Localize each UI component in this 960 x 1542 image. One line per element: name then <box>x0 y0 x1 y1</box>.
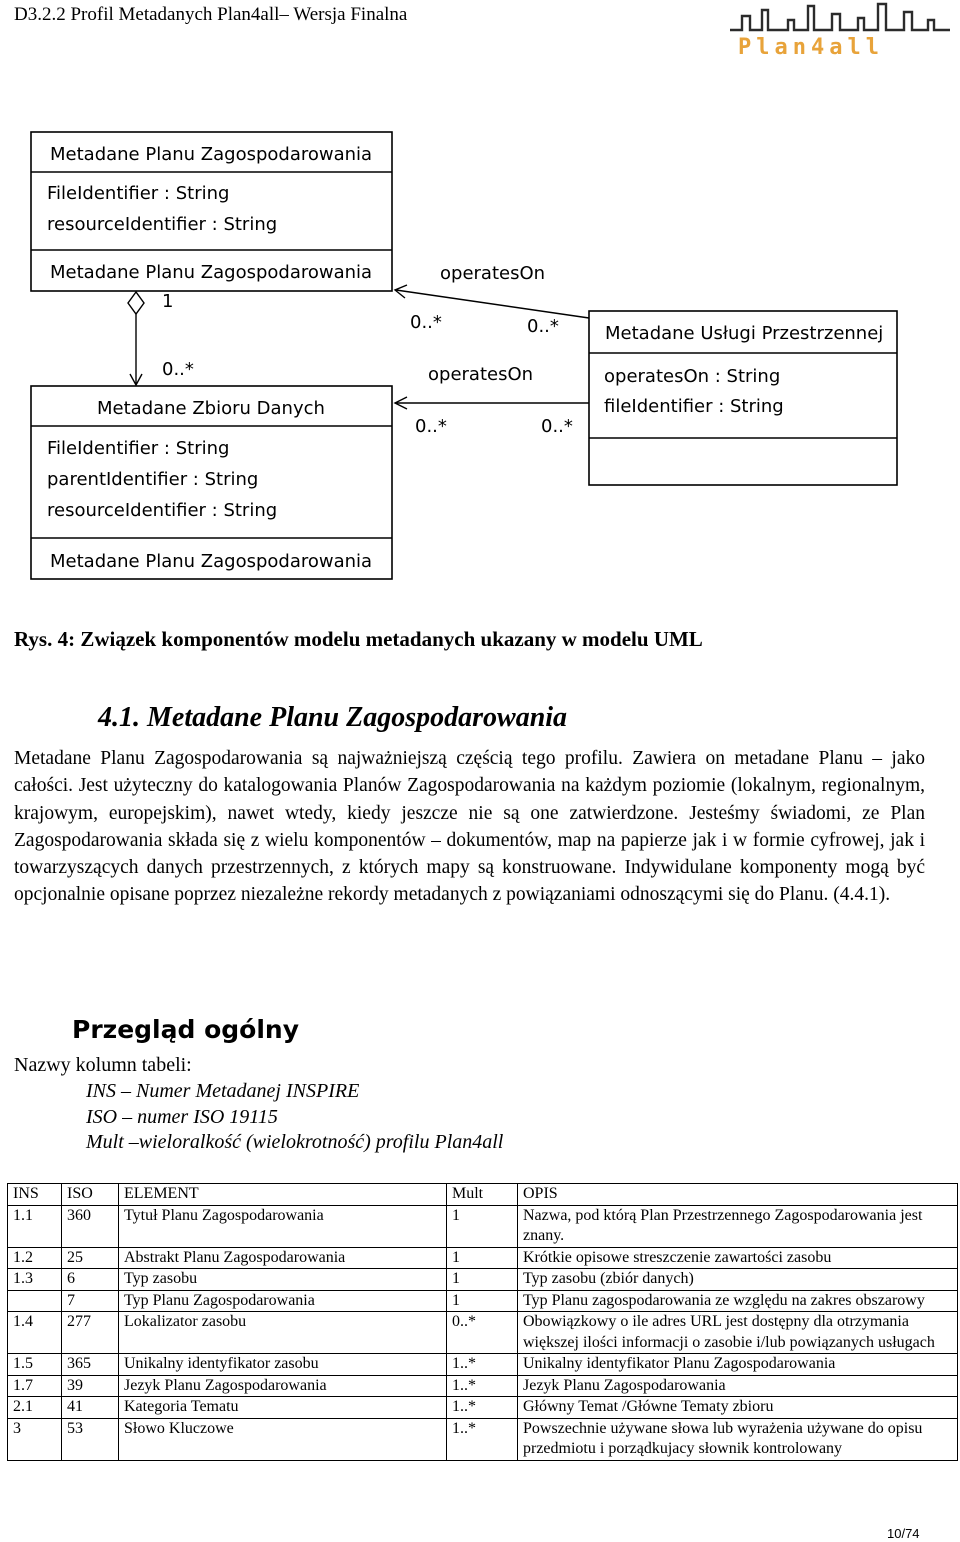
cell-ins <box>8 1290 62 1312</box>
cell-ins: 1.7 <box>8 1375 62 1397</box>
cell-iso: 360 <box>62 1205 119 1247</box>
cell-element: Słowo Kluczowe <box>119 1418 447 1460</box>
plan-attr: resourceIdentifier : String <box>47 214 278 235</box>
assoc2-mult-right: 0..* <box>541 416 573 437</box>
cell-opis: Jezyk Planu Zagospodarowania <box>518 1375 958 1397</box>
column-header-element: ELEMENT <box>119 1184 447 1206</box>
figure-caption: Rys. 4: Związek komponentów modelu metadanych ukazany w modelu UML <box>14 627 703 651</box>
table-header-row <box>8 1184 958 1206</box>
cell-iso: 41 <box>62 1397 119 1419</box>
cell-element: Typ Planu Zagospodarowania <box>119 1290 447 1312</box>
cell-ins: 1.4 <box>8 1312 62 1354</box>
legend-item: ISO – numer ISO 19115 <box>86 1105 278 1128</box>
cell-mult: 1..* <box>447 1375 518 1397</box>
cell-mult: 1 <box>447 1247 518 1269</box>
cell-iso: 53 <box>62 1418 119 1460</box>
cell-element: Typ zasobu <box>119 1269 447 1291</box>
logo-text: Plan4all <box>738 35 884 58</box>
plan-attr: FileIdentifier : String <box>47 183 230 204</box>
cell-mult: 1 <box>447 1290 518 1312</box>
columns-intro: Nazwy kolumn tabeli: <box>14 1054 192 1076</box>
cell-opis: Typ Planu zagospodarowania ze względu na zakres obszarowy <box>518 1290 958 1312</box>
page-number: 10/74 <box>887 1526 920 1541</box>
section-heading: 4.1. Metadane Planu Zagospodarowania <box>98 702 568 733</box>
overview-heading: Przegląd ogólny <box>72 1015 300 1044</box>
metadata-elements-table <box>7 1183 958 1461</box>
assoc1-label: operatesOn <box>440 263 546 284</box>
dataset-class-name: Metadane Zbioru Danych <box>97 398 325 419</box>
dataset-footer: Metadane Planu Zagospodarowania <box>50 551 373 572</box>
table-row <box>8 1354 958 1376</box>
table-row <box>8 1205 958 1247</box>
service-attr: operatesOn : String <box>604 366 781 387</box>
service-attr: fileIdentifier : String <box>604 396 784 417</box>
cell-element: Lokalizator zasobu <box>119 1312 447 1354</box>
cell-opis: Nazwa, pod którą Plan Przestrzennego Zagospodarowania jest znany. <box>518 1205 958 1247</box>
plan-footer: Metadane Planu Zagospodarowania <box>50 262 373 283</box>
dataset-attr: FileIdentifier : String <box>47 438 230 459</box>
table-row <box>8 1397 958 1419</box>
cell-ins: 3 <box>8 1418 62 1460</box>
column-header-mult: Mult <box>447 1184 518 1206</box>
uml-diagram <box>0 120 960 590</box>
cell-opis: Krótkie opisowe streszczenie zawartości zasobu <box>518 1247 958 1269</box>
aggregation-mult-top: 1 <box>162 291 174 312</box>
cell-element: Kategoria Tematu <box>119 1397 447 1419</box>
cell-mult: 1 <box>447 1269 518 1291</box>
cell-iso: 25 <box>62 1247 119 1269</box>
table-row <box>8 1418 958 1460</box>
section-paragraph: Metadane Planu Zagospodarowania są najważniejszą częścią tego profilu. Zawiera on metadane Planu – jako całości. Jest użyteczny do katalogowania Planów Zagospodarowania na każdym poziomie (lokalnym, regionalnym, krajowym, europejskim), nawet wtedy, kiedy jeszcze nie są one zatwierdzone. Jesteśmy świadomi, ze Plan Zagospodarowania składa się z wielu komponentów – dokumentów, map na papierze jak i w formie cyfrowej, jak i towarzyszących danych przestrzennych, z których mapy są konstruowane. Indywidulane komponenty mogą być opcjonalnie opisane poprzez niezależne rekordy metadanych z powiązaniami odnoszącymi się do Planu. (4.4.1). <box>14 748 925 906</box>
legend-item: INS – Numer Metadanej INSPIRE <box>86 1080 360 1102</box>
cell-ins: 2.1 <box>8 1397 62 1419</box>
table-row <box>8 1269 958 1291</box>
cell-opis: Unikalny identyfikator Planu Zagospodarowania <box>518 1354 958 1376</box>
assoc1-mult-right: 0..* <box>527 316 559 337</box>
aggregation-link <box>128 291 194 385</box>
table-body <box>8 1205 958 1460</box>
table-row <box>8 1312 958 1354</box>
assoc2-mult-left: 0..* <box>415 416 447 437</box>
cell-ins: 1.5 <box>8 1354 62 1376</box>
association-operateson-dataset <box>395 364 589 437</box>
cell-iso: 277 <box>62 1312 119 1354</box>
cell-element: Abstrakt Planu Zagospodarowania <box>119 1247 447 1269</box>
cell-mult: 1..* <box>447 1418 518 1460</box>
cell-ins: 1.3 <box>8 1269 62 1291</box>
cell-opis: Powszechnie używane słowa lub wyrażenia używane do opisu przedmiotu i porządkujacy słownik kontrolowany <box>518 1418 958 1460</box>
column-legend <box>86 1079 503 1156</box>
cell-mult: 1..* <box>447 1354 518 1376</box>
dataset-attr: resourceIdentifier : String <box>47 500 278 521</box>
cell-mult: 0..* <box>447 1312 518 1354</box>
plan4all-logo <box>728 0 952 58</box>
cell-opis: Obowiązkowy o ile adres URL jest dostępny dla otrzymania większej ilości informacji o zasobie i/lub powiązanych usługach <box>518 1312 958 1354</box>
document-header-title: D3.2.2 Profil Metadanych Plan4all– Wersja Finalna <box>14 4 408 25</box>
association-operateson-plan <box>395 263 589 337</box>
cell-ins: 1.2 <box>8 1247 62 1269</box>
assoc1-mult-left: 0..* <box>410 312 442 333</box>
cell-iso: 6 <box>62 1269 119 1291</box>
cell-mult: 1 <box>447 1205 518 1247</box>
cell-mult: 1..* <box>447 1397 518 1419</box>
aggregation-mult-bottom: 0..* <box>162 359 194 380</box>
cell-opis: Typ zasobu (zbiór danych) <box>518 1269 958 1291</box>
cell-element: Jezyk Planu Zagospodarowania <box>119 1375 447 1397</box>
table-row <box>8 1247 958 1269</box>
cell-element: Tytuł Planu Zagospodarowania <box>119 1205 447 1247</box>
skyline-graphic <box>730 4 950 30</box>
cell-opis: Główny Temat /Główne Tematy zbioru <box>518 1397 958 1419</box>
uml-class-plan <box>31 132 392 291</box>
service-class-name: Metadane Usługi Przestrzennej <box>605 323 884 344</box>
cell-ins: 1.1 <box>8 1205 62 1247</box>
column-header-ins: INS <box>8 1184 62 1206</box>
uml-class-service <box>589 311 897 485</box>
assoc2-label: operatesOn <box>428 364 534 385</box>
column-header-opis: OPIS <box>518 1184 958 1206</box>
cell-element: Unikalny identyfikator zasobu <box>119 1354 447 1376</box>
uml-class-dataset <box>31 386 392 579</box>
table-row <box>8 1375 958 1397</box>
cell-iso: 365 <box>62 1354 119 1376</box>
plan-class-name: Metadane Planu Zagospodarowania <box>50 144 373 165</box>
dataset-attr: parentIdentifier : String <box>47 469 259 490</box>
cell-iso: 7 <box>62 1290 119 1312</box>
table-row <box>8 1290 958 1312</box>
legend-item: Mult –wieloralkość (wielokrotność) profilu Plan4all <box>86 1131 504 1153</box>
cell-iso: 39 <box>62 1375 119 1397</box>
column-header-iso: ISO <box>62 1184 119 1206</box>
